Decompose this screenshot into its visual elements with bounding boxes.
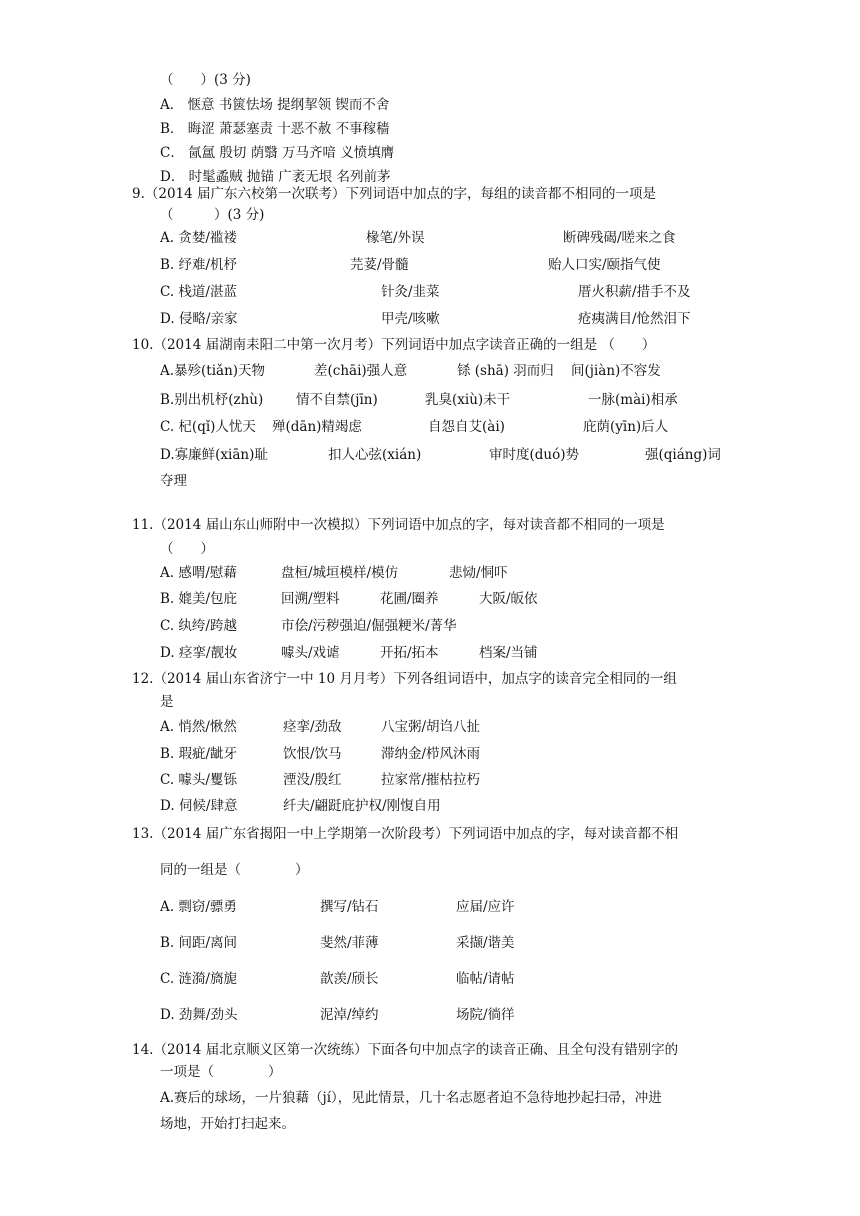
q14-option-a-continuation: 场地，开始打扫起来。 bbox=[160, 1116, 295, 1132]
q9-a-3: 断碑残碣/嗟来之食 bbox=[563, 230, 676, 246]
q9-c-1: C. 栈道/湛蓝 bbox=[160, 284, 237, 300]
q12-b-3: 滞纳金/栉风沐雨 bbox=[381, 746, 481, 762]
q10-c-2: 殚(dān)精竭虑 bbox=[272, 419, 362, 435]
q11-d-1: D. 痉挛/靓妆 bbox=[160, 645, 238, 661]
q9-b-1: B. 纾难/机杼 bbox=[160, 257, 238, 273]
q12-stem-continuation: 是 bbox=[160, 694, 174, 710]
q11-c-2: 市侩/污秽强迫/倔强粳米/菁华 bbox=[281, 618, 457, 634]
q11-d-3: 开拓/拓本 bbox=[380, 645, 439, 661]
q10-stem: 10.（2014 届湖南耒阳二中第一次月考）下列词语中加点字读音正确的一组是 （ ） bbox=[132, 337, 656, 353]
q12-d-1: D. 伺候/肆意 bbox=[160, 798, 238, 814]
q10-d-1: D.寡廉鲜(xiān)耻 bbox=[160, 447, 268, 463]
q10-a-2: 差(chāi)强人意 bbox=[314, 363, 408, 379]
q12-b-2: 饮恨/饮马 bbox=[283, 746, 342, 762]
q13-b-1: B. 间距/离间 bbox=[160, 935, 238, 951]
q11-continuation: （ ） bbox=[160, 541, 214, 557]
q12-a-1: A. 悄然/愀然 bbox=[160, 719, 237, 735]
q8-option-a: A． 惬意 书篋怯场 提纲挈领 锲而不舍 bbox=[160, 97, 390, 113]
q9-d-3: 疮痍满目/怆然泪下 bbox=[578, 311, 691, 327]
q13-b-3: 采撷/谐美 bbox=[456, 935, 515, 951]
q9-b-3: 贻人口实/颐指气使 bbox=[548, 257, 661, 273]
q14-stem-continuation: 一项是（ ） bbox=[160, 1064, 282, 1080]
q11-b-2: 回溯/塑料 bbox=[281, 591, 340, 607]
q11-b-1: B. 媲美/包庇 bbox=[160, 591, 238, 607]
q13-a-1: A. 剽窃/骠勇 bbox=[160, 899, 237, 915]
q9-a-1: A. 贪婪/褴褛 bbox=[160, 230, 237, 246]
q10-c-1: C. 杞(qǐ)人忧天 bbox=[160, 419, 256, 435]
q11-d-4: 档案/当铺 bbox=[479, 645, 538, 661]
q12-a-2: 痉挛/劲敌 bbox=[283, 719, 342, 735]
q13-d-2: 泥淖/绰约 bbox=[320, 1007, 379, 1023]
q14-stem: 14.（2014 届北京顺义区第一次统练）下面各句中加点字的读音正确、且全句没有错别字的 bbox=[132, 1042, 679, 1058]
q10-a-1: A.暴殄(tiǎn)天物 bbox=[160, 363, 266, 379]
q12-c-3: 拉家常/摧枯拉朽 bbox=[381, 772, 481, 788]
q9-d-2: 甲壳/咳嗽 bbox=[381, 311, 440, 327]
q11-stem: 11.（2014 届山东山师附中一次模拟）下列词语中加点的字，每对读音都不相同的一项是 bbox=[132, 517, 665, 533]
q9-b-2: 芫荽/骨髓 bbox=[350, 257, 409, 273]
q9-a-2: 椽笔/外误 bbox=[366, 230, 425, 246]
q12-c-2: 湮没/殷红 bbox=[283, 772, 342, 788]
q10-a-4: 间(jiàn)不容发 bbox=[571, 363, 661, 379]
q10-d-3: 审时度(duó)势 bbox=[489, 447, 579, 463]
q8-continuation: （ ）(3 分) bbox=[160, 72, 251, 88]
q10-b-4: 一脉(mài)相承 bbox=[588, 392, 678, 408]
q13-c-3: 临帖/请帖 bbox=[456, 971, 515, 987]
q13-a-2: 撰写/钻石 bbox=[320, 899, 379, 915]
q10-d-2: 扣人心弦(xián) bbox=[328, 447, 422, 463]
q10-a-3: 铩 (shā) 羽而归 bbox=[457, 363, 554, 379]
q10-d-continuation: 夺理 bbox=[160, 473, 187, 489]
q11-a-3: 悲恸/恫吓 bbox=[449, 565, 508, 581]
q10-c-4: 庇荫(yīn)后人 bbox=[583, 419, 669, 435]
q12-stem: 12.（2014 届山东省济宁一中 10 月月考）下列各组词语中，加点字的读音完全相同的一组 bbox=[132, 671, 677, 687]
q10-b-2: 情不自禁(jīn) bbox=[296, 392, 378, 408]
q12-b-1: B. 瑕疵/龇牙 bbox=[160, 746, 238, 762]
q8-option-d: D． 时髦蟊贼 抛锚 广袤无垠 名列前茅 bbox=[160, 169, 391, 185]
q12-d-2: 纤夫/翩跹庇护权/刚愎自用 bbox=[283, 798, 441, 814]
q11-a-2: 盘桓/城垣模样/模仿 bbox=[281, 565, 399, 581]
q13-d-1: D. 劲舞/劲头 bbox=[160, 1007, 238, 1023]
q11-b-3: 花圃/圈养 bbox=[380, 591, 439, 607]
q11-a-1: A. 感喟/慰藉 bbox=[160, 565, 237, 581]
q11-d-2: 噱头/戏谑 bbox=[281, 645, 340, 661]
q13-stem-continuation: 同的一组是（ ） bbox=[160, 862, 309, 878]
q8-option-c: C． 氤氲 殷切 荫翳 万马齐喑 义愤填膺 bbox=[160, 145, 395, 161]
q8-option-b: B． 晦涩 萧瑟塞责 十恶不赦 不事稼穑 bbox=[160, 121, 390, 137]
q9-c-3: 厝火积薪/措手不及 bbox=[578, 284, 691, 300]
q10-d-4: 强(qiáng)词 bbox=[645, 447, 721, 463]
q13-a-3: 应届/应许 bbox=[456, 899, 515, 915]
q11-c-1: C. 纨绔/跨越 bbox=[160, 618, 237, 634]
q9-d-1: D. 侵略/亲家 bbox=[160, 311, 238, 327]
q9-continuation: （ ）(3 分) bbox=[160, 207, 265, 223]
q10-b-3: 乳臭(xiù)未干 bbox=[425, 392, 511, 408]
q13-b-2: 斐然/菲薄 bbox=[320, 935, 379, 951]
q10-b-1: B.别出机杼(zhù) bbox=[160, 392, 264, 408]
q13-c-1: C. 涟漪/旖旎 bbox=[160, 971, 237, 987]
q14-option-a: A.赛后的球场，一片狼藉（jí），见此情景，几十名志愿者迫不急待地抄起扫帚，冲进 bbox=[160, 1090, 662, 1106]
q10-c-3: 自怨自艾(ài) bbox=[428, 419, 505, 435]
q12-a-3: 八宝粥/胡诌八扯 bbox=[381, 719, 481, 735]
q13-c-2: 歆羡/颀长 bbox=[320, 971, 379, 987]
q9-stem: 9.（2014 届广东六校第一次联考）下列词语中加点的字，每组的读音都不相同的一项是 bbox=[132, 186, 657, 202]
q13-stem: 13.（2014 届广东省揭阳一中上学期第一次阶段考）下列词语中加点的字，每对读音都不相 bbox=[132, 826, 679, 842]
q11-b-4: 大阪/皈依 bbox=[479, 591, 538, 607]
q13-d-3: 场院/徜徉 bbox=[456, 1007, 515, 1023]
q9-c-2: 针灸/韭菜 bbox=[381, 284, 440, 300]
q12-c-1: C. 噱头/矍铄 bbox=[160, 772, 237, 788]
